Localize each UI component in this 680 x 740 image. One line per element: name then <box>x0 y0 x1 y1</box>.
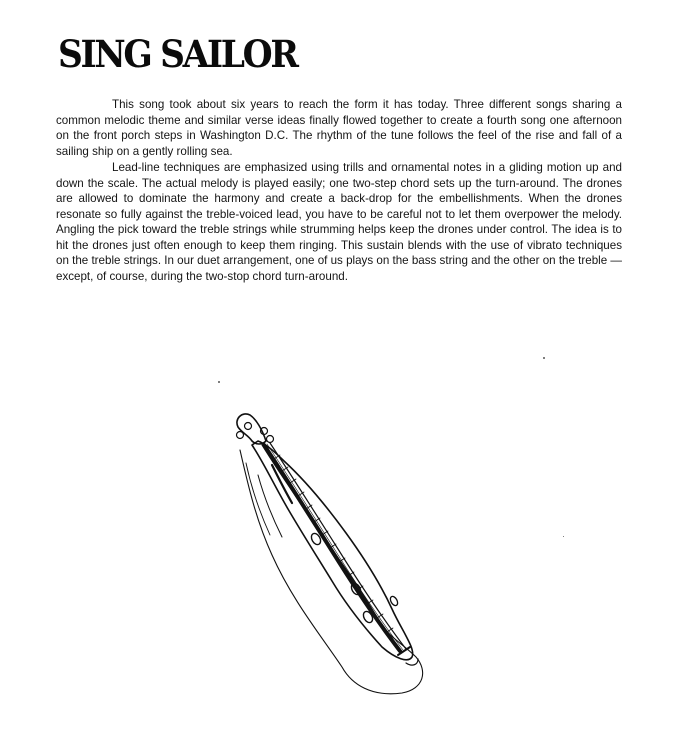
scan-speck <box>563 536 564 537</box>
page-title: SING SAILOR <box>58 32 297 76</box>
mountain-dulcimer-icon <box>212 405 442 705</box>
song-description <box>56 97 622 285</box>
paragraph-history: This song took about six years to reach the form it has today. Three different songs sharing a common melodic theme and similar verse ideas finally flowed together to create a fourth song one afternoon on the front porch steps in Washington D.C. The rhythm of the tune follows the feel of the rise and fall of a sailing ship on a gently rolling sea. <box>56 98 622 158</box>
paragraph-technique: Lead-line techniques are emphasized using trills and ornamental notes in a gliding motion up and down the scale. The actual melody is played easily; one two-step chord sets up the turn-around. The drones are allowed to dominate the harmony and create a back-drop for the embellishments. When the drones resonate so fully against the treble-voiced lead, you have to be careful not to let them overpower the melody. Angling the pick toward the treble strings while strumming helps keep the drones under control. The idea is to hit the drones just often enough to keep them ringing. This sustain blends with the use of vibrato techniques on the treble strings. In our duet arrangement, one of us plays on the bass string and the other on the treble — except, of course, during the two-stop chord turn-around. <box>56 161 622 283</box>
scan-speck <box>218 381 220 383</box>
scan-speck <box>543 357 545 359</box>
